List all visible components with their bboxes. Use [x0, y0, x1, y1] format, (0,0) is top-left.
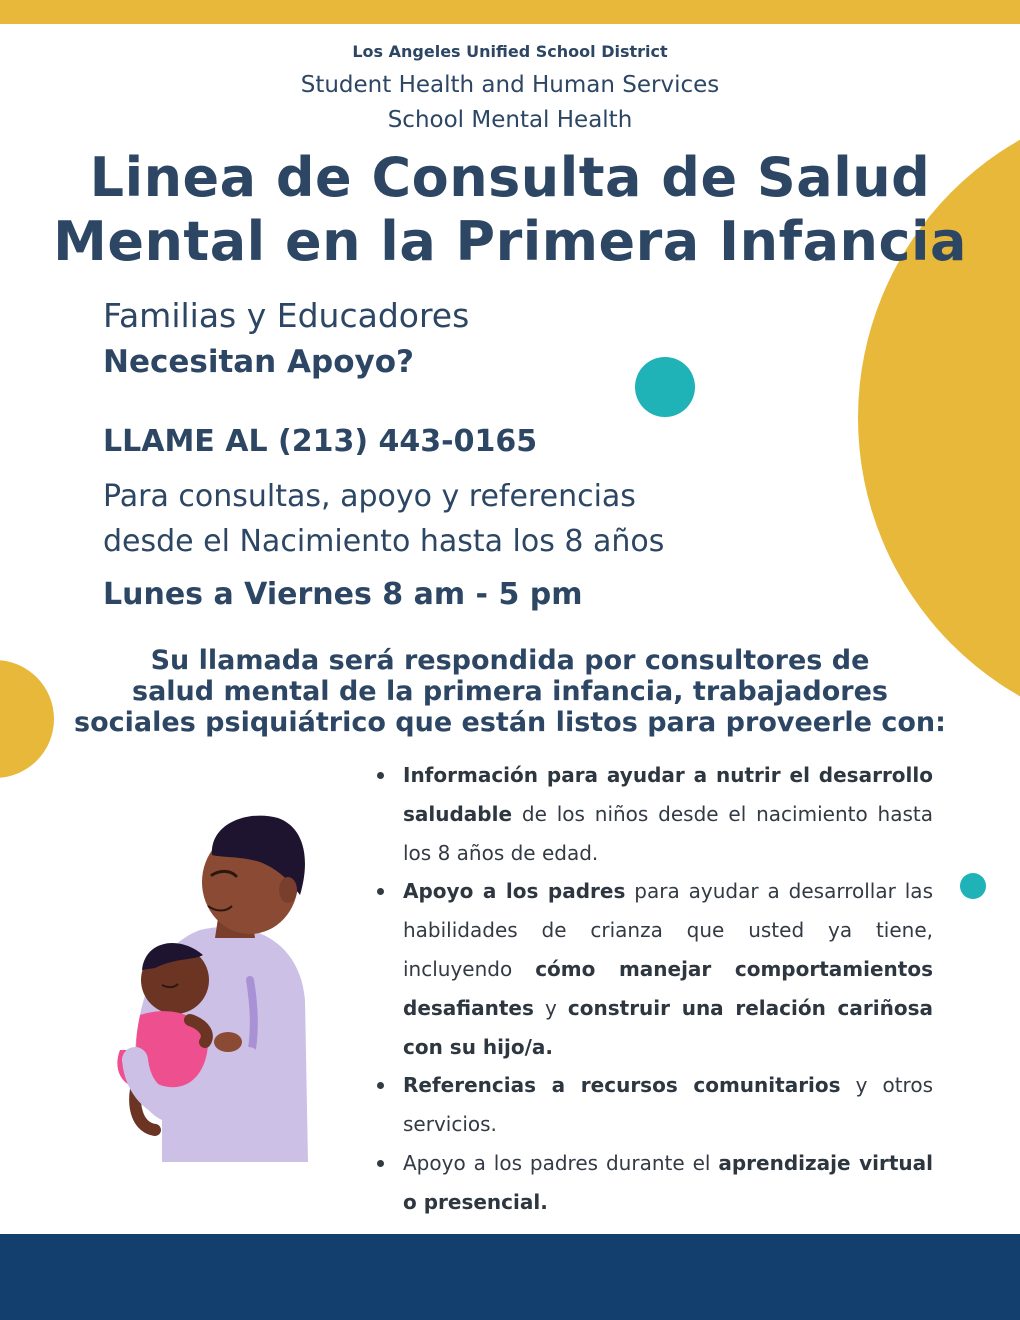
bullet-text: de los niños desde el nacimiento hasta los 8 años de edad. [403, 801, 933, 865]
consult-line-1: Para consultas, apoyo y referencias [103, 479, 636, 514]
audience-text: Familias y Educadores [103, 296, 470, 335]
decorative-teal-dot [635, 357, 695, 417]
district-name: Los Angeles Unified School District [352, 42, 668, 61]
footer-bar [0, 1234, 1020, 1320]
bullet-bold: construir una relación cariñosa con su hijo/a. [403, 995, 933, 1059]
bullet-text: y otros servicios. [403, 1073, 933, 1137]
bullet-bold: Información para ayudar a nutrir el desarrollo saludable [403, 763, 933, 826]
consult-description [103, 474, 664, 564]
list-item [403, 756, 933, 872]
answered-line-3: sociales psiquiátrico que están listos para proveerle con: [74, 707, 946, 738]
answered-line-1: Su llamada será respondida por consultores de [150, 645, 870, 676]
list-item [403, 1144, 933, 1222]
answered-line-2: salud mental de la primera infancia, trabajadores [132, 676, 888, 707]
bullet-bold: aprendizaje virtual o presencial. [403, 1150, 933, 1214]
answered-by-text [0, 645, 1020, 738]
bullet-text: Apoyo a los padres durante el [403, 1150, 719, 1175]
consult-line-2: desde el Nacimiento hasta los 8 años [103, 524, 665, 559]
bullet-bold: Referencias a recursos comunitarios [403, 1073, 841, 1098]
title-line-1: Linea de Consulta de Salud [89, 146, 931, 209]
bullet-text: y [533, 995, 568, 1020]
audience-question: Necesitan Apoyo? [103, 344, 415, 380]
bullet-bold: Apoyo a los padres [403, 879, 626, 904]
department-line-1: Student Health and Human Services [300, 72, 720, 98]
department-line-2: School Mental Health [387, 107, 633, 133]
top-accent-bar [0, 0, 1020, 24]
father-holding-baby-illustration [100, 810, 320, 1170]
services-list [403, 756, 933, 1222]
page-title [0, 146, 1020, 274]
bullet-bold: cómo manejar comportamientos desafiantes [403, 956, 933, 1020]
decorative-teal-dot-small [960, 873, 986, 899]
office-hours: Lunes a Viernes 8 am - 5 pm [103, 577, 583, 612]
department [0, 68, 1020, 138]
phone-number: LLAME AL (213) 443-0165 [103, 424, 538, 459]
list-item [403, 1066, 933, 1144]
list-item [403, 872, 933, 1066]
title-line-2: Mental en la Primera Infancia [53, 210, 967, 273]
bullet-text: para ayudar a desarrollar las habilidades de crianza que usted ya tiene, incluyendo [403, 879, 933, 981]
